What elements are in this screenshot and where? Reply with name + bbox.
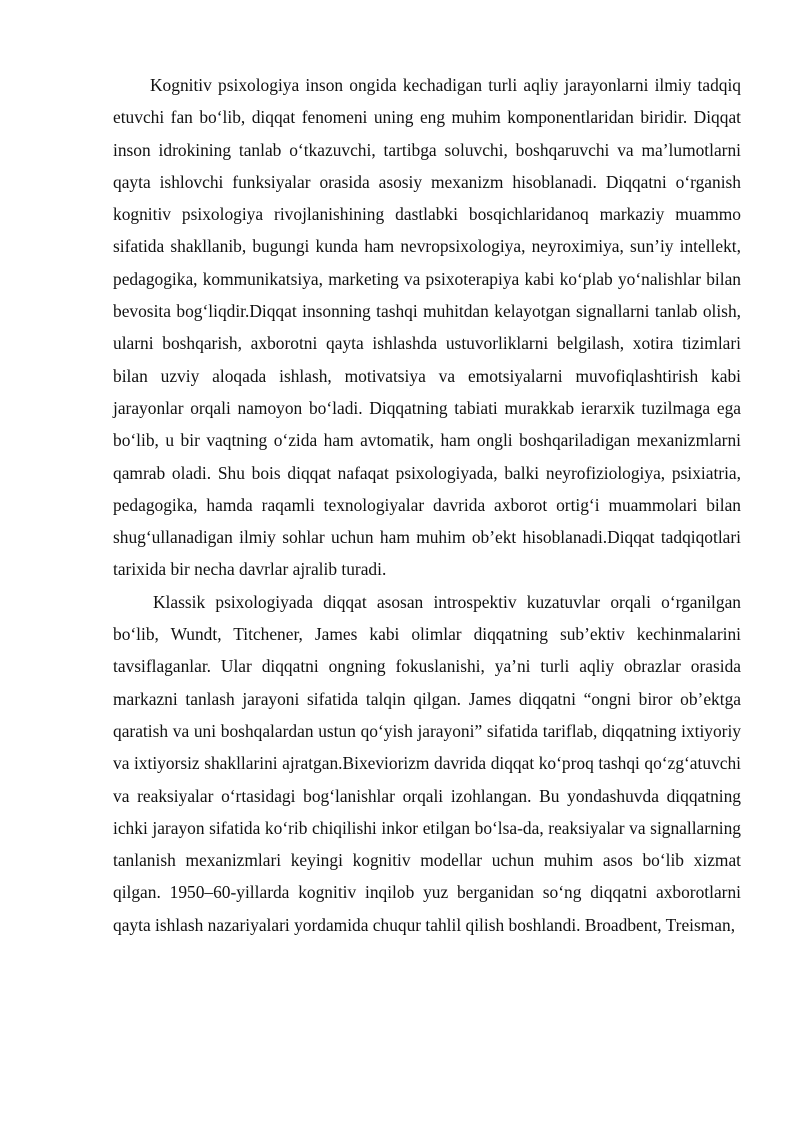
document-page	[113, 69, 741, 941]
paragraph-cognitive-psychology-attention: Kognitiv psixologiya inson ongida kechadigan turli aqliy jarayonlarni ilmiy tadqiq etuvchi fan bo‘lib, diqqat fenomeni uning eng muhim komponentlaridan biridir. Diqqat inson idrokining tanlab o‘tkazuvchi, tartibga soluvchi, boshqaruvchi va ma’lumotlarni qayta ishlovchi funksiyalar orasida asosiy mexanizm hisoblanadi. Diqqatni o‘rganish kognitiv psixologiya rivojlanishining dastlabki bosqichlaridanoq markaziy muammo sifatida shakllanib, bugungi kunda ham nevropsixologiya, neyroximiya, sun’iy intellekt, pedagogika, kommunikatsiya, marketing va psixoterapiya kabi ko‘plab yo‘nalishlar bilan bevosita bog‘liqdir.Diqqat insonning tashqi muhitdan kelayotgan signallarni tanlab olish, ularni boshqarish, axborotni qayta ishlashda ustuvorliklarni belgilash, xotira tizimlari bilan uzviy aloqada ishlash, motivatsiya va emotsiyalarni muvofiqlashtirish kabi jarayonlar orqali namoyon bo‘ladi. Diqqatning tabiati murakkab ierarxik tuzilmaga ega bo‘lib, u bir vaqtning o‘zida ham avtomatik, ham ongli boshqariladigan mexanizmlarni qamrab oladi. Shu bois diqqat nafaqat psixologiyada, balki neyrofiziologiya, psixiatria, pedagogika, hamda raqamli texnologiyalar davrida axborot ortig‘i muammolari bilan shug‘ullanadigan ilmiy sohlar uchun ham muhim ob’ekt hisoblanadi.Diqqat tadqiqotlari tarixida bir necha davrlar ajralib turadi.	[113, 75, 741, 580]
paragraph-classical-psychology-attention: Klassik psixologiyada diqqat asosan introspektiv kuzatuvlar orqali o‘rganilgan bo‘lib, Wundt, Titchener, James kabi olimlar diqqatning sub’ektiv kechinmalarini tavsiflaganlar. Ular diqqatni ongning fokuslanishi, ya’ni turli aqliy obrazlar orasida markazni tanlash jarayoni sifatida talqin qilgan. James diqqatni “ongni biror ob’ektga qaratish va uni boshqalardan ustun qo‘yish jarayoni” sifatida tariflab, diqqatning ixtiyoriy va ixtiyorsiz shakllarini ajratgan.Bixeviorizm davrida diqqat ko‘proq tashqi qo‘zg‘atuvchi va reaksiyalar o‘rtasidagi bog‘lanishlar orqali izohlangan. Bu yondashuvda diqqatning ichki jarayon sifatida ko‘rib chiqilishi inkor etilgan bo‘lsa-da, reaksiyalar va signallarning tanlanish mexanizmlari keyingi kognitiv modellar uchun muhim asos bo‘lib xizmat qilgan. 1950–60-yillarda kognitiv inqilob yuz berganidan so‘ng diqqatni axborotlarni qayta ishlash nazariyalari yordamida chuqur tahlil qilish boshlandi. Broadbent, Treisman,	[113, 591, 741, 935]
